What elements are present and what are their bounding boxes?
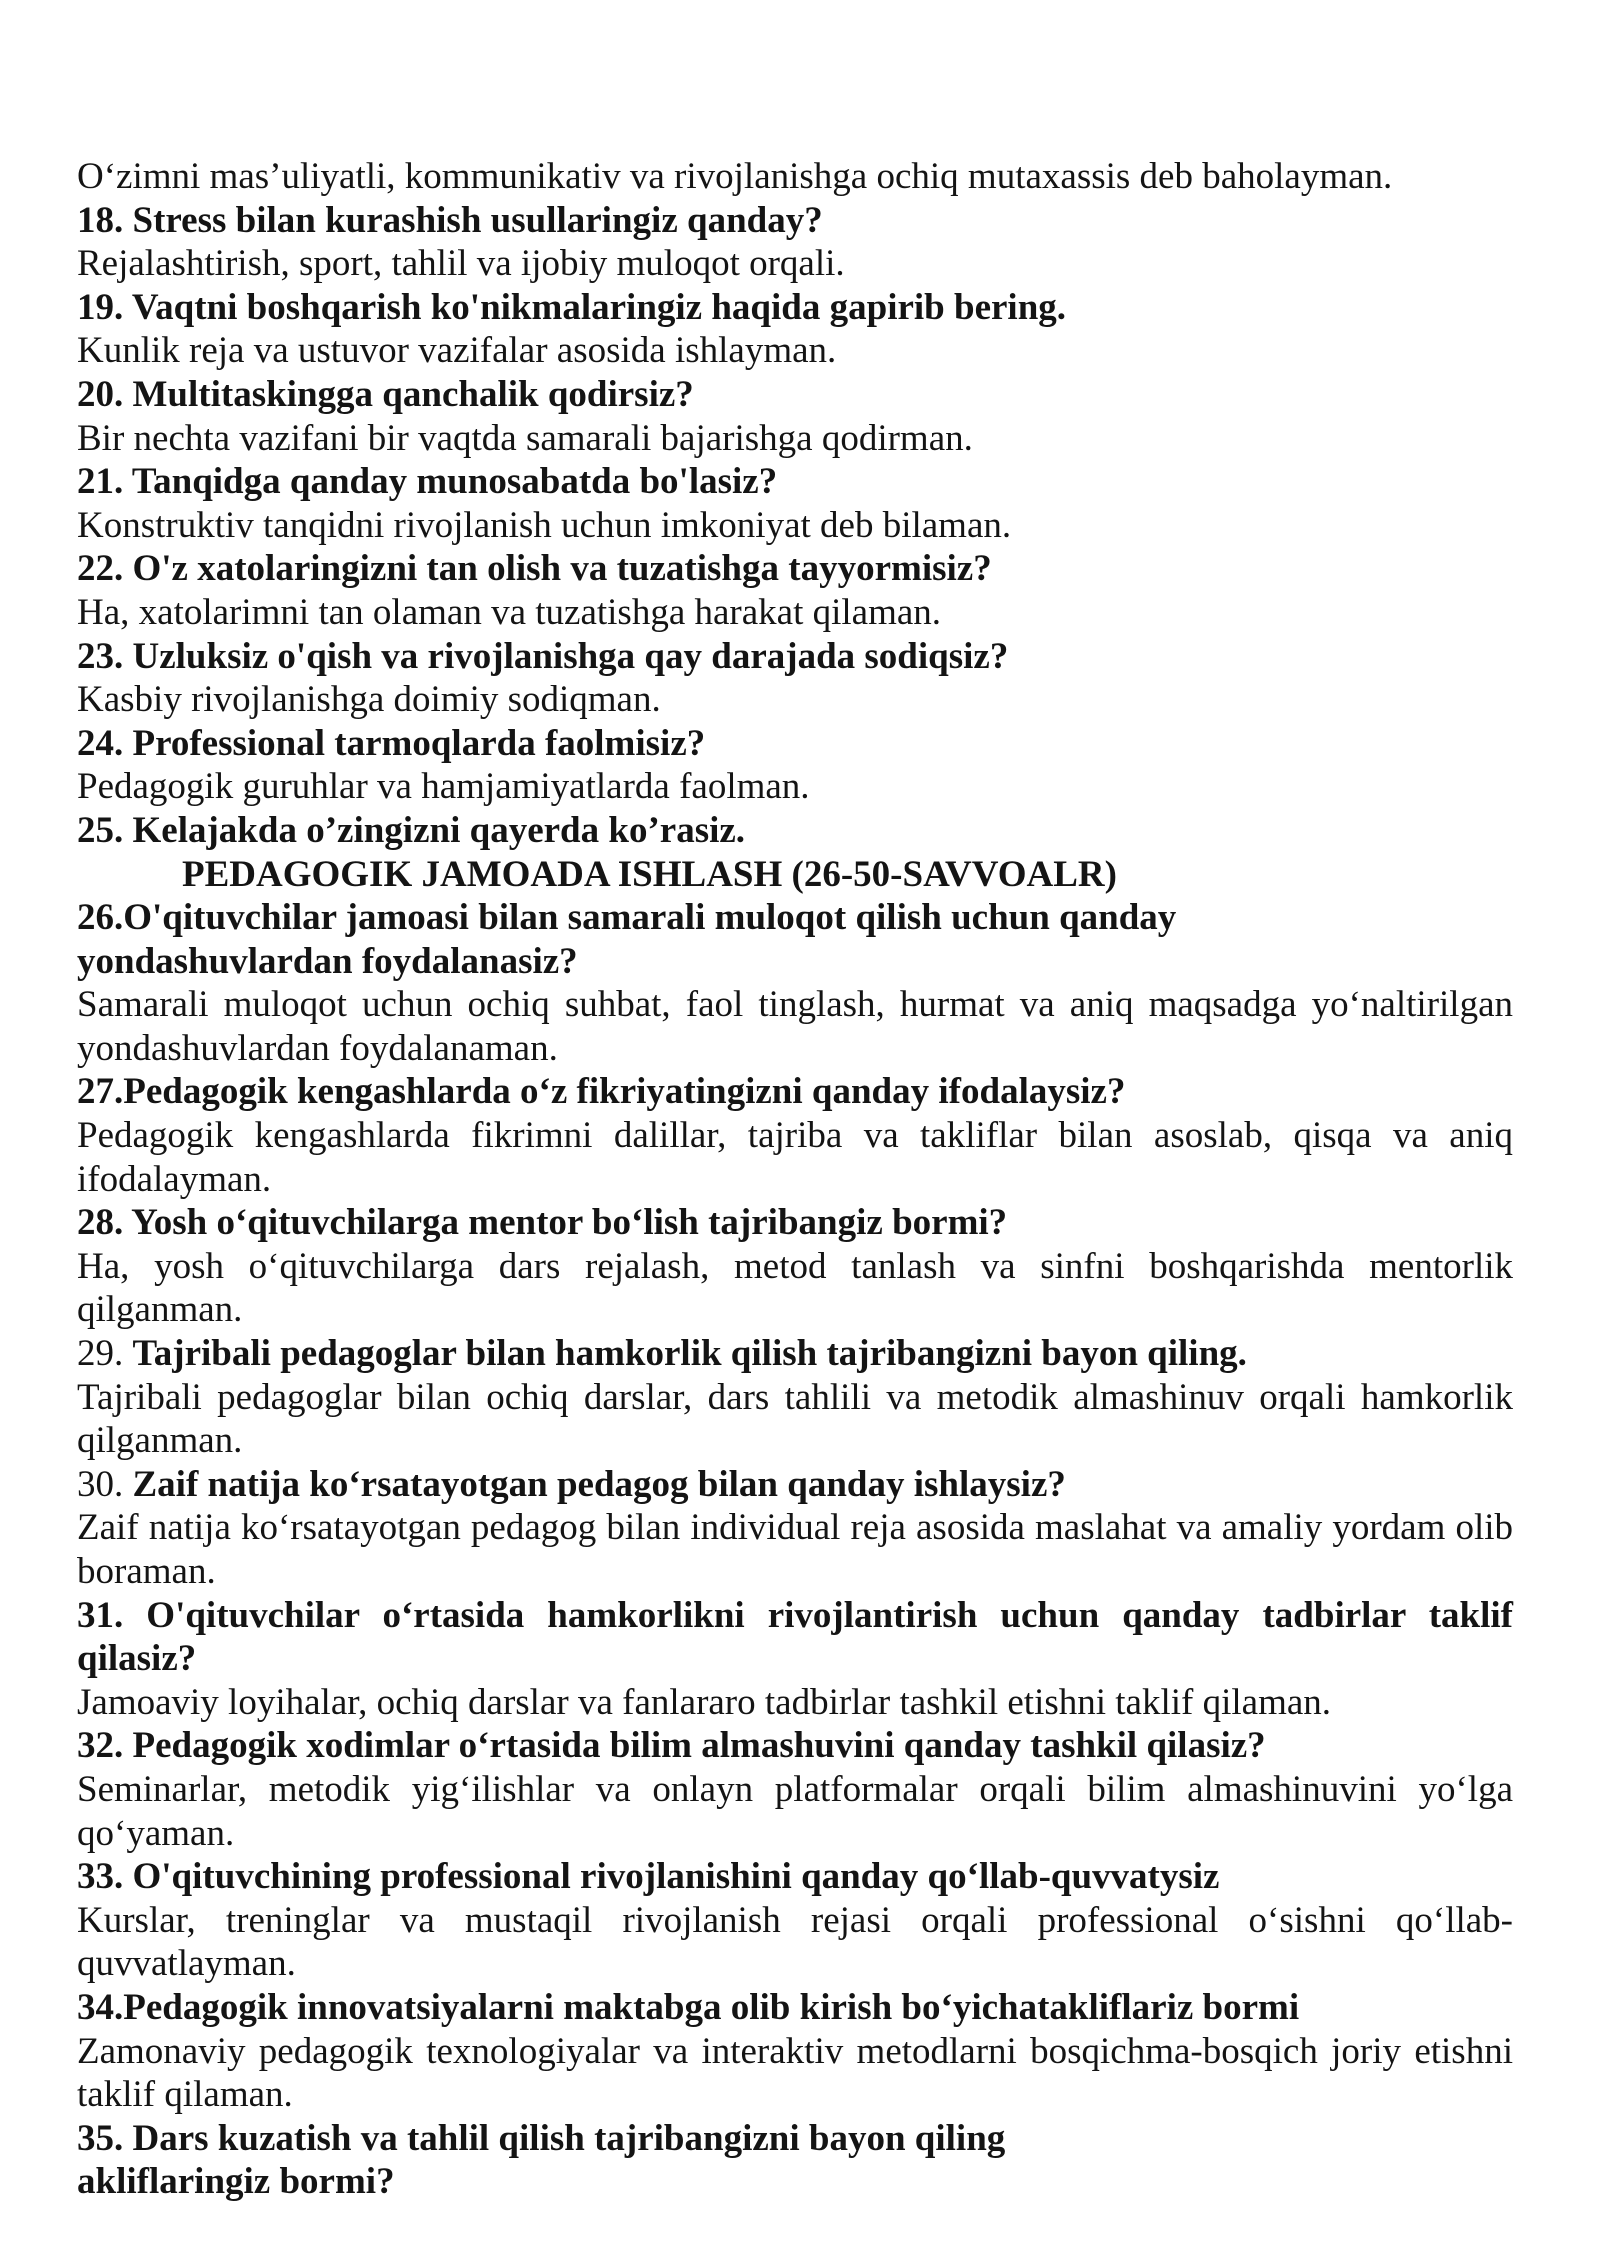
answer-text: Pedagogik guruhlar va hamjamiyatlarda faolman. <box>77 766 810 808</box>
question-line <box>77 1463 1513 1507</box>
qa-item <box>77 1855 1513 1986</box>
qa-item <box>77 1463 1513 1594</box>
answer-text: qo‘yaman. <box>77 1812 235 1854</box>
qa-item <box>77 1332 1513 1463</box>
qa-item <box>77 547 1513 634</box>
answer-text: Rejalashtirish, sport, tahlil va ijobiy muloqot orqali. <box>77 243 845 285</box>
answer-text: boraman. <box>77 1551 216 1592</box>
question-text: 19. Vaqtni boshqarish ko'nikmalaringiz haqida gapirib bering. <box>77 286 1067 328</box>
question-text: 23. Uzluksiz o'qish va rivojlanishga qay darajada sodiqsiz? <box>77 635 1009 677</box>
answer-text: quvvatlayman. <box>77 1943 296 1985</box>
qa-item <box>77 199 1513 286</box>
qa-item <box>77 809 1513 853</box>
answer-text: qilganman. <box>77 1289 243 1331</box>
answer-text: Kurslar, treninglar va mustaqil rivojlanish rejasi orqali professional o‘sishni qo‘llab- <box>77 1899 1513 1941</box>
document-body <box>77 155 1513 2204</box>
question-text: 26.O'qituvchilar jamoasi bilan samarali muloqot qilish uchun qanday <box>77 897 1177 939</box>
answer-text: Zamonaviy pedagogik texnologiyalar va interaktiv metodlarni bosqichma-bosqich joriy etishni <box>77 2030 1513 2072</box>
qa-item <box>77 1201 1513 1332</box>
answer-text: taklif qilaman. <box>77 2074 293 2116</box>
qa-item <box>77 1594 1513 1725</box>
answer-text: Ha, xatolarimni tan olaman va tuzatishga harakat qilaman. <box>77 591 942 633</box>
question-text: 20. Multitaskingga qanchalik qodirsiz? <box>77 373 694 415</box>
question-text: 35. Dars kuzatish va tahlil qilish tajribangizni bayon qiling <box>77 2117 1006 2159</box>
question-text: Tajribali pedagoglar bilan hamkorlik qilish tajribangizni bayon qiling. <box>132 1333 1247 1375</box>
question-text: qilasiz? <box>77 1638 197 1680</box>
answer-text: Zaif natija ko‘rsatayotgan pedagog bilan individual reja asosida maslahat va amaliy yordam olib <box>77 1507 1513 1549</box>
answer-text: yondashuvlardan foydalanaman. <box>77 1027 558 1069</box>
answer-text: Tajribali pedagoglar bilan ochiq darslar, dars tahlili va metodik almashinuv orqali hamkorlik <box>77 1376 1513 1418</box>
qa-item <box>77 1070 1513 1201</box>
answer-text: Kasbiy rivojlanishga doimiy sodiqman. <box>77 679 661 721</box>
section-heading: PEDAGOGIK JAMOADA ISHLASH (26-50-SAVVOALR) <box>182 853 1117 895</box>
qa-item <box>77 896 1513 1070</box>
qa-item <box>77 460 1513 547</box>
answer-text: Ha, yosh o‘qituvchilarga dars rejalash, metod tanlash va sinfni boshqarishda mentorlik <box>77 1245 1513 1287</box>
question-number: 29. <box>77 1333 124 1375</box>
answer-text: Pedagogik kengashlarda fikrimni dalillar, tajriba va takliflar bilan asoslab, qisqa va aniq <box>77 1115 1513 1157</box>
answer-text: Kunlik reja va ustuvor vazifalar asosida ishlayman. <box>77 330 837 372</box>
question-text: 27.Pedagogik kengashlarda o‘z fikriyatingizni qanday ifodalaysiz? <box>77 1071 1126 1113</box>
answer-text: Samarali muloqot uchun ochiq suhbat, faol tinglash, hurmat va aniq maqsadga yo‘naltirilgan <box>77 984 1513 1026</box>
question-text: akliflaringiz bormi? <box>77 2161 395 2203</box>
question-text: 34.Pedagogik innovatsiyalarni maktabga olib kirish bo‘yichatakliflariz bormi <box>77 1986 1300 2028</box>
question-text: Zaif natija ko‘rsatayotgan pedagog bilan qanday ishlaysiz? <box>132 1463 1066 1505</box>
answer-text: O‘zimni mas’uliyatli, kommunikativ va rivojlanishga ochiq mutaxassis deb baholayman. <box>77 156 1393 197</box>
question-text: 32. Pedagogik xodimlar o‘rtasida bilim almashuvini qanday tashkil qilasiz? <box>77 1725 1266 1767</box>
qa-item <box>77 373 1513 460</box>
answer-text: Konstruktiv tanqidni rivojlanish uchun imkoniyat deb bilaman. <box>77 504 1012 546</box>
qa-item <box>77 635 1513 722</box>
question-text: 33. O'qituvchining professional rivojlanishini qanday qo‘llab-quvvatysiz <box>77 1856 1220 1898</box>
question-text: 18. Stress bilan kurashish usullaringiz qanday? <box>77 199 823 241</box>
qa-item <box>77 722 1513 809</box>
question-text: 28. Yosh o‘qituvchilarga mentor bo‘lish tajribangiz bormi? <box>77 1202 1008 1244</box>
qa-item <box>77 1724 1513 1855</box>
qa-item <box>77 286 1513 373</box>
question-line <box>77 1332 1513 1376</box>
answer-text: Bir nechta vazifani bir vaqtda samarali bajarishga qodirman. <box>77 417 973 459</box>
answer-text: Seminarlar, metodik yig‘ilishlar va onlayn platformalar orqali bilim almashinuvini yo‘lga <box>77 1768 1513 1810</box>
question-text: 22. O'z xatolaringizni tan olish va tuzatishga tayyormisiz? <box>77 548 992 590</box>
question-text: 21. Tanqidga qanday munosabatda bo'lasiz? <box>77 461 778 503</box>
answer-text: ifodalayman. <box>77 1158 272 1200</box>
question-number: 30. <box>77 1463 124 1505</box>
question-text: yondashuvlardan foydalanasiz? <box>77 940 578 982</box>
qa-item <box>77 2117 1513 2204</box>
question-text: 31. O'qituvchilar o‘rtasida hamkorlikni rivojlantirish uchun qanday tadbirlar taklif <box>77 1594 1513 1636</box>
qa-item <box>77 1986 1513 2117</box>
question-text: 25. Kelajakda o’zingizni qayerda ko’rasiz. <box>77 809 746 851</box>
question-text: 24. Professional tarmoqlarda faolmisiz? <box>77 722 706 764</box>
answer-text: qilganman. <box>77 1420 243 1462</box>
answer-text: Jamoaviy loyihalar, ochiq darslar va fanlararo tadbirlar tashkil etishni taklif qilaman. <box>77 1681 1332 1723</box>
